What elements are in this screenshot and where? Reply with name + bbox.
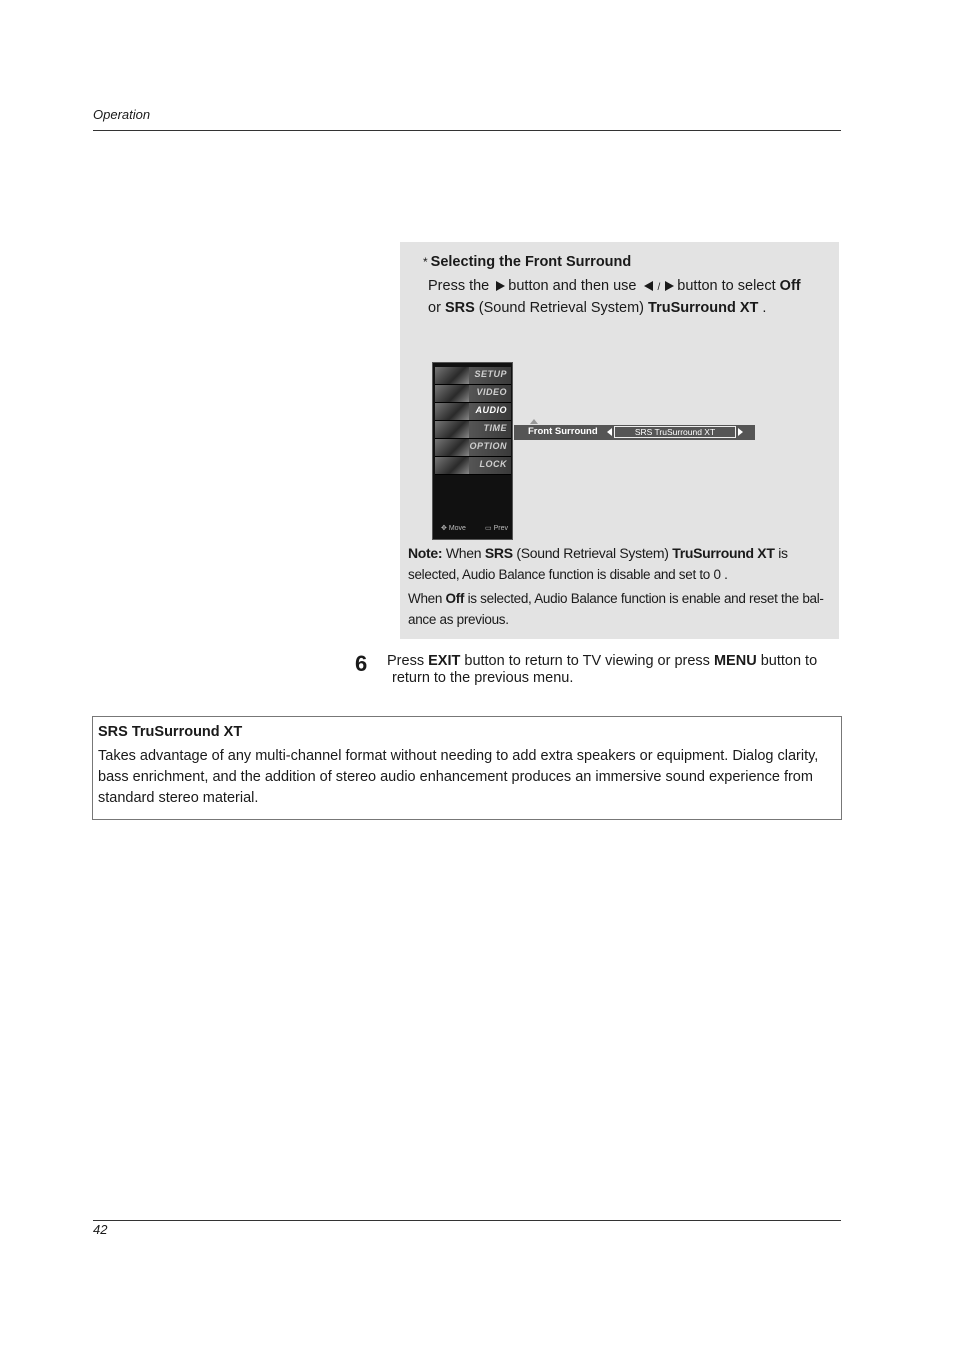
move-label: Move xyxy=(448,525,466,532)
menu-item-setup[interactable] xyxy=(435,367,511,385)
note-srs: SRS xyxy=(484,545,513,561)
note-label: Note: xyxy=(408,545,443,561)
header-rule xyxy=(93,130,841,131)
note-trusurround: TruSurround XT xyxy=(672,545,775,561)
tip-text: (Sound Retrieval System) xyxy=(478,300,644,316)
tv-menu xyxy=(432,362,513,540)
note-text: When xyxy=(408,591,443,606)
tip-srs: SRS xyxy=(444,300,475,316)
note-line-1 xyxy=(408,543,836,564)
step-line-1 xyxy=(387,653,837,670)
menu-item-label: TIME xyxy=(483,423,507,433)
tip-trusurround: TruSurround XT xyxy=(648,300,759,316)
step-text: button to xyxy=(760,653,818,669)
menu-item-label: VIDEO xyxy=(476,387,507,397)
right-arrow-icon xyxy=(496,281,505,291)
option-left-arrow-icon[interactable] xyxy=(607,428,612,436)
menu-item-label: OPTION xyxy=(469,441,507,451)
menu-item-label: LOCK xyxy=(479,459,507,469)
tip-title-text: Selecting the Front Surround xyxy=(430,254,632,270)
note-line-2: selected, Audio Balance function is disable and set to 0 . xyxy=(408,567,728,582)
tip-text: button and then use xyxy=(508,278,637,294)
menu-item-time[interactable] xyxy=(435,421,511,439)
left-arrow-icon xyxy=(644,281,653,291)
note-line-4: ance as previous. xyxy=(408,612,509,627)
tip-instructions xyxy=(428,276,833,319)
option-value[interactable]: SRS TruSurround XT xyxy=(614,426,736,438)
tip-separator: / xyxy=(657,282,661,293)
section-header: Operation xyxy=(93,107,151,122)
step-menu: MENU xyxy=(713,653,757,669)
note-block xyxy=(408,543,836,630)
menu-item-label: AUDIO xyxy=(475,405,507,415)
tip-text: button to select xyxy=(677,278,776,294)
step-6-text xyxy=(387,653,837,687)
option-right-arrow-icon[interactable] xyxy=(738,428,743,436)
tip-line-1 xyxy=(428,276,833,298)
srs-info-box xyxy=(92,716,842,820)
prev-label: Prev xyxy=(493,525,508,532)
audio-thumbnail-icon xyxy=(435,403,469,420)
tip-line-2 xyxy=(428,298,833,319)
front-surround-option-bar[interactable] xyxy=(514,425,755,440)
step-text: Press xyxy=(387,653,425,669)
note-off: Off xyxy=(445,591,465,606)
page-number: 42 xyxy=(93,1222,108,1237)
lock-thumbnail-icon xyxy=(435,457,469,474)
step-line-2: return to the previous menu. xyxy=(392,670,574,686)
step-text: button to return to TV viewing or press xyxy=(464,653,710,669)
note-line-3 xyxy=(408,588,836,609)
tip-text: or xyxy=(428,300,441,316)
tip-text: Press the xyxy=(428,278,490,294)
step-exit: EXIT xyxy=(428,653,461,669)
tip-text: . xyxy=(762,300,767,316)
menu-footer-move: ✥ Move xyxy=(441,525,466,532)
footer-rule xyxy=(93,1220,841,1221)
note-text: is selected, Audio Balance function is enable and reset the bal- xyxy=(467,591,824,606)
tip-off: Off xyxy=(779,278,801,294)
tip-star: * xyxy=(423,255,428,269)
info-title: SRS TruSurround XT xyxy=(98,724,243,740)
menu-item-audio[interactable] xyxy=(435,403,511,421)
menu-item-lock[interactable] xyxy=(435,457,511,475)
info-body: Takes advantage of any multi-channel format without needing to add extra speakers or equipment. Dialog clarity, bass enrichment, and the addition of stereo audio enhancement produces an immersive sound experience from standard stereo material. xyxy=(98,748,819,806)
note-text: When xyxy=(445,545,482,561)
note-text: is xyxy=(778,545,788,561)
note-text: (Sound Retrieval System) xyxy=(516,545,669,561)
option-label: Front Surround xyxy=(528,426,598,437)
video-thumbnail-icon xyxy=(435,385,469,402)
setup-thumbnail-icon xyxy=(435,367,469,384)
step-number: 6 xyxy=(355,651,368,676)
option-thumbnail-icon xyxy=(435,439,469,456)
up-caret-icon xyxy=(530,419,538,424)
menu-item-option[interactable] xyxy=(435,439,511,457)
time-thumbnail-icon xyxy=(435,421,469,438)
right-arrow-icon xyxy=(665,281,674,291)
menu-item-video[interactable] xyxy=(435,385,511,403)
menu-footer-prev: ▭ Prev xyxy=(485,525,508,532)
tip-title xyxy=(423,254,631,270)
menu-item-label: SETUP xyxy=(474,369,507,379)
